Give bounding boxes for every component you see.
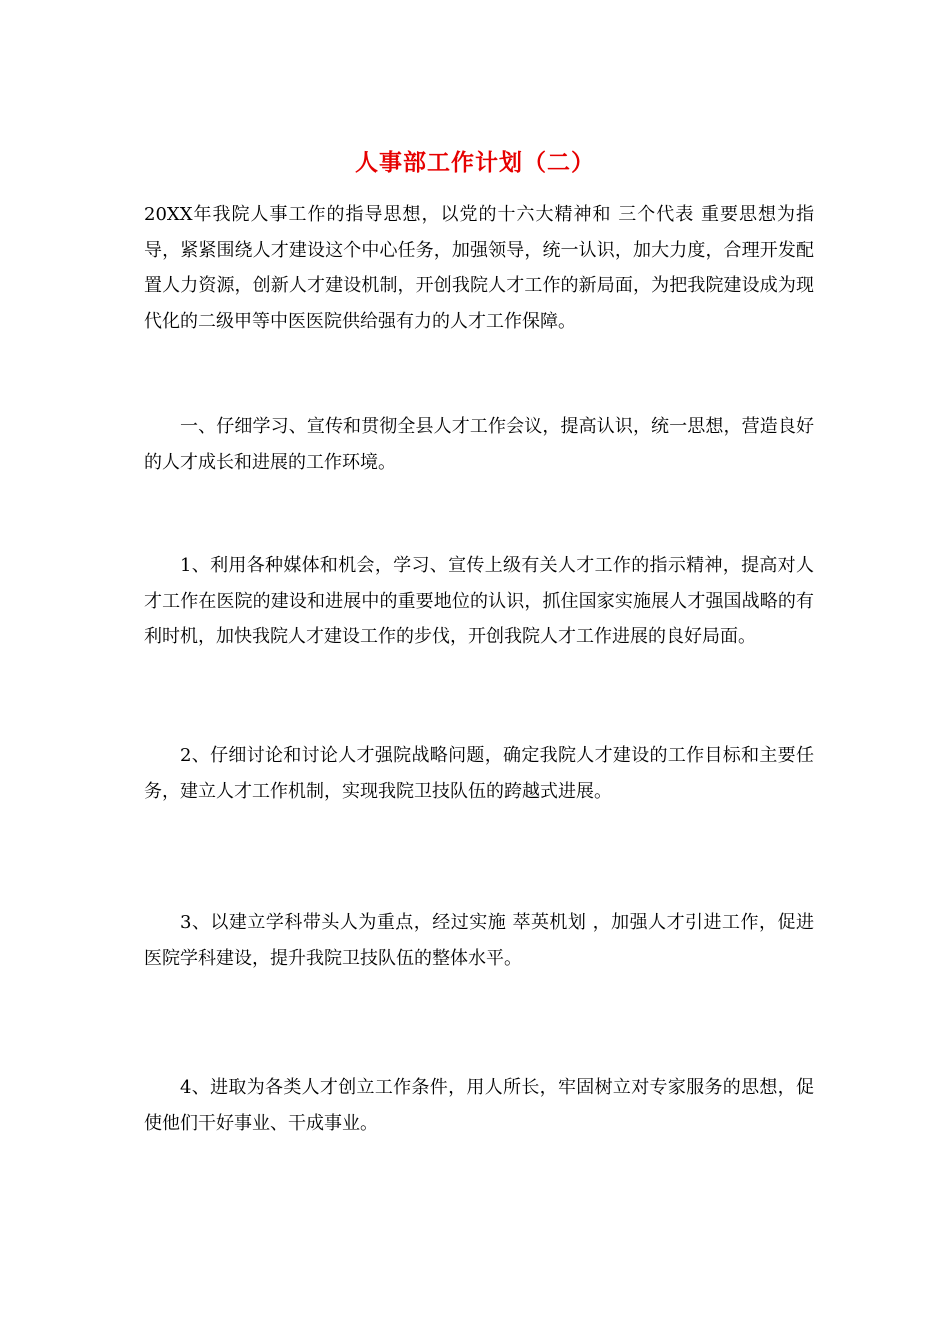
intro-paragraph: 20XX年我院人事工作的指导思想，以党的十六大精神和 三个代表 重要思想为指导，紧紧围绕人才建设这个中心任务，加强领导，统一认识，加大力度，合理开发配置人力资源，创新人才建设机制，开创我院人才工作的新局面，为把我院建设成为现代化的二级甲等中医医院供给强有力的人才工作保障。	[144, 204, 814, 332]
section-one-heading: 一、仔细学习、宣传和贯彻全县人才工作会议，提高认识，统一思想，营造良好的人才成长和进展的工作环境。	[144, 416, 814, 473]
list-item-3: 3、以建立学科带头人为重点，经过实施 萃英机划 ，加强人才引进工作，促进医院学科建设，提升我院卫技队伍的整体水平。	[144, 912, 814, 969]
list-item-2: 2、仔细讨论和讨论人才强院战略问题，确定我院人才建设的工作目标和主要任务，建立人才工作机制，实现我院卫技队伍的跨越式进展。	[144, 745, 814, 802]
list-item-4: 4、进取为各类人才创立工作条件，用人所长，牢固树立对专家服务的思想，促使他们干好事业、干成事业。	[144, 1077, 814, 1134]
document-title: 人事部工作计划（二）	[355, 149, 595, 176]
list-item-1: 1、利用各种媒体和机会，学习、宣传上级有关人才工作的指示精神，提高对人才工作在医院的建设和进展中的重要地位的认识，抓住国家实施展人才强国战略的有利时机，加快我院人才建设工作的步伐，开创我院人才工作进展的良好局面。	[144, 555, 814, 647]
